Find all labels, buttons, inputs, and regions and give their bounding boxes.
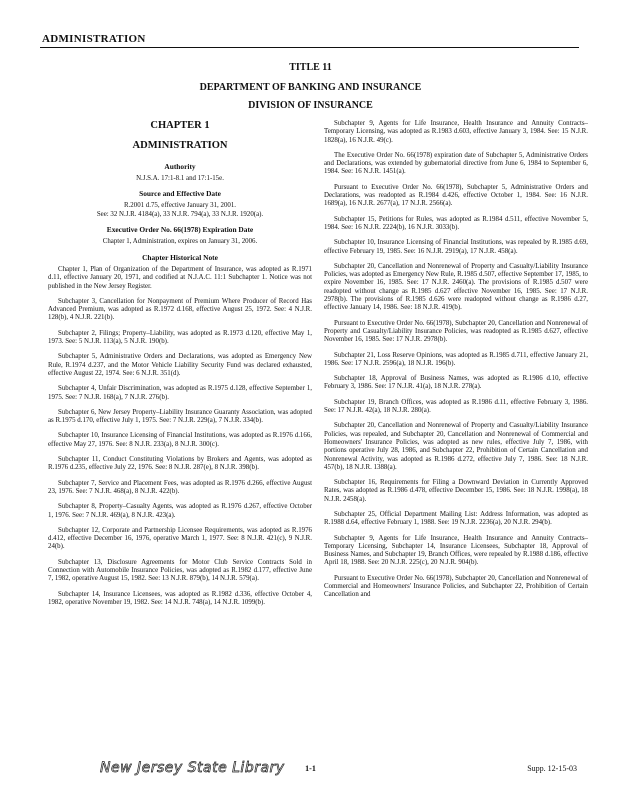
history-paragraph: Subchapter 13, Disclosure Agreements for Motor Club Service Contracts Sold in Connection with Automobile Insurance Policies, was adopted as R.1982 d.177, effective June 7, 1982, operative August 15, 1982. See: 13 N.J.R. 879(b), 14 N.J.R. 579(a). xyxy=(48,558,312,583)
history-paragraph: Subchapter 8, Property–Casualty Agents, was adopted as R.1976 d.267, effective October 1, 1976. See: 7 N.J.R. 469(a), 8 N.J.R. 423(a). xyxy=(48,503,312,519)
history-paragraph: Subchapter 3, Cancellation for Nonpayment of Premium Where Producer of Record Has Advanced Premium, was adopted as R.1972 d.168, effective August 25, 1972. See: 4 N.J.R. 128(b), 4 N.J.R. 221(b). xyxy=(48,297,312,322)
history-paragraph: The Executive Order No. 66(1978) expiration date of Subchapter 5, Administrative Orders and Declarations, was extended by gubernatorial directive from June 6, 1984 to September 6, 1984. See: 16 N.J.R. 1451(a). xyxy=(324,151,588,176)
history-paragraph: Subchapter 12, Corporate and Partnership Licensee Requirements, was adopted as R.1976 d.412, effective December 16, 1976, operative March 1, 1977. See: 8 N.J.R. 421(c), 9 N.J.R. 24(b). xyxy=(48,526,312,551)
history-paragraph: Subchapter 14, Insurance Licensees, was adopted as R.1982 d.336, effective October 4, 1982, operative November 19, 1982. See: 14 N.J.R. 748(a), 14 N.J.R. 1099(b). xyxy=(48,590,312,606)
page-number: 1-1 xyxy=(305,764,316,773)
authority-heading: Authority xyxy=(164,161,196,171)
left-column xyxy=(48,118,312,614)
source-line-1: R.2001 d.75, effective January 31, 2001. xyxy=(123,202,236,210)
eo-heading: Executive Order No. 66(1978) Expiration Date xyxy=(106,225,254,235)
right-column xyxy=(324,120,588,607)
history-paragraph: Chapter 1, Plan of Organization of the Department of Insurance, was adopted as R.1971 d.11, effective January 20, 1971, and codified at N.J.A.C. 11:1 Subchapter 1. Notice was not published in the New Jersey Register. xyxy=(48,265,312,290)
history-paragraph: Subchapter 9, Agents for Life Insurance, Health Insurance and Annuity Contracts–Temporary Licensing, Subchapter 14, Insurance Licensees, Subchapter 18, Approval of Business Names, and Subchapter 19, Branch Offices, were repealed by R.1988 d.186, effective April 18, 1988. See: 20 N.J.R. 225(c), 20 N.J.R. 904(b). xyxy=(324,534,588,567)
history-paragraph: Subchapter 9, Agents for Life Insurance, Health Insurance and Annuity Contracts–Temporary Licensing, was adopted as R.1983 d.603, effective January 3, 1984. See: 15 N.J.R. 1828(a), 16 N.J.R. 49(c). xyxy=(324,120,588,144)
history-paragraph: Pursuant to Executive Order No. 66(1978), Subchapter 5, Administrative Orders and Declarations, was readopted as R.1984 d.426, effective October 1, 1984. See: 16 N.J.R. 1689(a), 16 N.J.R. 2677(a), 17 N.J.R. 2566(a). xyxy=(324,183,588,208)
title-number: TITLE 11 xyxy=(289,62,332,73)
history-paragraph: Subchapter 2, Filings; Property–Liability, was adopted as R.1973 d.120, effective May 1, 1973. See: 5 N.J.R. 113(a), 5 N.J.R. 190(b). xyxy=(48,329,312,346)
history-paragraph: Subchapter 21, Loss Reserve Opinions, was adopted as R.1985 d.711, effective January 21, 1986. See: 17 N.J.R. 2596(a), 18 N.J.R. 196(b). xyxy=(324,351,588,367)
supplement-date: Supp. 12-15-03 xyxy=(527,764,577,773)
history-paragraph: Subchapter 10, Insurance Licensing of Financial Institutions, was adopted as R.1976 d.166, effective May 27, 1976. See: 8 N.J.R. 233(a), 8 N.J.R. 300(c). xyxy=(48,432,312,448)
history-paragraph: Subchapter 20, Cancellation and Nonrenewal of Property and Casualty/Liability Insurance Policies, was adopted as Emergency New Rule, R.1985 d.507, effective September 17, 1985, to expire November 16, 1985. See: 17 N.J.R. 2460(a). The provisions of R.1985 d.507 were readopted without change as R.1985 d.627 effective November 16, 1985. See: 17 N.J.R. 2978(b). The provisions of R.1985 d.626 were readopted without change as R.1986 d.27, effective January 14, 1986. See: 18 N.J.R. 419(b). xyxy=(324,262,588,312)
history-paragraph: Subchapter 6, New Jersey Property–Liability Insurance Guaranty Association, was adopted as R.1975 d.170, effective July 1, 1975. See: 7 N.J.R. 229(a), 7 N.J.R. 334(b). xyxy=(48,408,312,425)
history-paragraph: Subchapter 25, Official Department Mailing List: Address Information, was adopted as R.1988 d.64, effective February 1, 1988. See: 19 N.J.R. 2236(a), 20 N.J.R. 294(b). xyxy=(324,510,588,527)
history-paragraph: Subchapter 20, Cancellation and Nonrenewal of Property and Casualty/Liability Insurance Policies, was repealed, and Subchapter 20, Cancellation and Nonrenewal of Commercial and Homeowners' Insurance Policies, was adopted as new rules, effective July 7, 1986, with portions operative July 28, 1986, and Subchapter 22, Prohibition of Certain Cancellation and Nonrenewal Activity, was adopted as R.1986 d.272, effective July 7, 1986. See: 18 N.J.R. 457(b), 18 N.J.R. 1388(a). xyxy=(324,422,588,471)
running-head: ADMINISTRATION xyxy=(42,33,146,45)
source-heading: Source and Effective Date xyxy=(139,189,221,199)
history-paragraph: Subchapter 4, Unfair Discrimination, was adopted as R.1975 d.128, effective September 1, 1975. See: 7 N.J.R. 168(a), 7 N.J.R. 276(b). xyxy=(48,385,312,401)
history-paragraph: Subchapter 11, Conduct Constituting Violations by Brokers and Agents, was adopted as R.1976 d.235, effective July 22, 1976. See: 8 N.J.R. 287(e), 8 N.J.R. 398(b). xyxy=(48,456,312,472)
history-paragraph: Subchapter 5, Administrative Orders and Declarations, was adopted as Emergency New Rule, R.1974 d.237, and the Motor Vehicle Liability Security Fund was declared exhausted, effective August 22, 1974. See: 6 N.J.R. 351(d). xyxy=(48,353,312,377)
header-rule xyxy=(40,47,579,48)
authority-text: N.J.S.A. 17:1-8.1 and 17:1-15e. xyxy=(136,174,224,182)
department-heading: DEPARTMENT OF BANKING AND INSURANCE xyxy=(199,82,422,93)
chapter-name: ADMINISTRATION xyxy=(132,140,228,152)
history-heading: Chapter Historical Note xyxy=(142,252,218,262)
history-paragraph: Subchapter 18, Approval of Business Names, was adopted as R.1986 d.10, effective February 3, 1986. See: 17 N.J.R. 41(a), 18 N.J.R. 278(a). xyxy=(324,375,588,391)
history-paragraph: Subchapter 19, Branch Offices, was adopted as R.1986 d.11, effective February 3, 1986. See: 17 N.J.R. 42(a), 18 N.J.R. 280(a). xyxy=(324,398,588,415)
history-paragraph: Subchapter 10, Insurance Licensing of Financial Institutions, was repealed by R.1985 d.69, effective February 19, 1985. See: 16 N.J.R. 2919(a), 17 N.J.R. 458(a). xyxy=(324,239,588,255)
history-paragraph: Subchapter 7, Service and Placement Fees, was adopted as R.1976 d.266, effective August 23, 1976. See: 7 N.J.R. 468(a), 8 N.J.R. 422(b). xyxy=(48,479,312,495)
history-paragraph: Subchapter 16, Requirements for Filing a Downward Deviation in Currently Approved Rates, was adopted as R.1986 d.478, effective December 15, 1986. See: 18 N.J.R. 1998(a), 18 N.J.R. 2458(a). xyxy=(324,479,588,503)
eo-text: Chapter 1, Administration, expires on January 31, 2006. xyxy=(102,238,258,246)
chapter-number: CHAPTER 1 xyxy=(150,120,210,131)
library-watermark: New Jersey State Library xyxy=(100,760,285,776)
division-heading: DIVISION OF INSURANCE xyxy=(248,100,373,111)
source-line-2: See: 32 N.J.R. 4184(a), 33 N.J.R. 794(a), 33 N.J.R. 1920(a). xyxy=(96,210,264,218)
history-paragraph: Pursuant to Executive Order No. 66(1978), Subchapter 20, Cancellation and Nonrenewal of Commercial and Homeowners' Insurance Policies, and Subchapter 22, Prohibition of Certain Cancellation and xyxy=(324,574,588,599)
history-paragraph: Pursuant to Executive Order No. 66(1978), Subchapter 20, Cancellation and Nonrenewal of Property and Casualty/Liability Insurance Policies, was readopted as R.1985 d.627, effective November 16, 1985. See: 17 N.J.R. 2978(b). xyxy=(324,319,588,344)
history-paragraph: Subchapter 15, Petitions for Rules, was adopted as R.1984 d.511, effective November 5, 1984. See: 16 N.J.R. 2224(b), 16 N.J.R. 3033(b). xyxy=(324,215,588,231)
